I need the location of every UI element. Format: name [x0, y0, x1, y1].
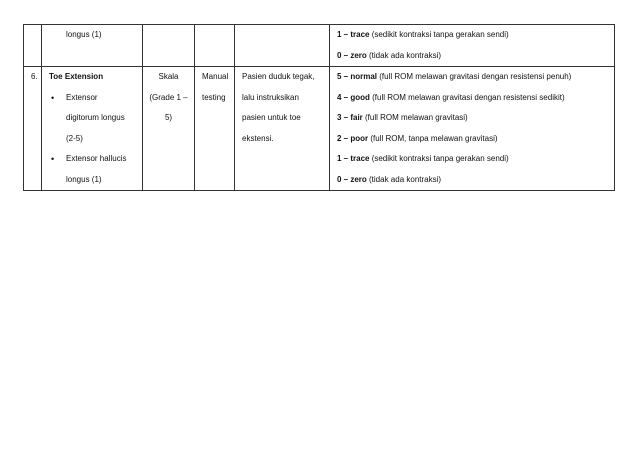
row-number: 6. — [31, 72, 38, 81]
grade-line: 1 – trace (sedikit kontraksi tanpa gerakan sendi) — [337, 30, 509, 39]
list-item: • Extensor hallucis — [49, 149, 142, 170]
position-line: lalu instruksikan — [242, 92, 299, 102]
cell-grades — [330, 67, 615, 191]
position-line: pasien untuk toe — [242, 113, 301, 122]
grade-line: 0 – zero (tidak ada kontraksi) — [337, 174, 442, 184]
position-line: ekstensi. — [242, 133, 274, 143]
cell-number — [24, 25, 42, 67]
grade-line: 4 – good (full ROM melawan gravitasi dengan resistensi sedikit) — [337, 92, 565, 102]
cell-grades — [330, 25, 615, 67]
assessment-table — [23, 24, 615, 191]
grade-line: 0 – zero (tidak ada kontraksi) — [337, 50, 442, 60]
grade-line: 3 – fair (full ROM melawan gravitasi) — [337, 113, 468, 122]
list-item-cont: (2-5) — [66, 133, 83, 143]
method-line: testing — [202, 92, 226, 102]
grade-line: 2 – poor (full ROM, tanpa melawan gravitasi) — [337, 133, 498, 143]
list-item-cont: digitorum longus — [66, 113, 125, 122]
table-row-continued — [24, 25, 615, 67]
item-text: longus (1) — [66, 30, 102, 39]
item-title: Toe Extension — [49, 72, 104, 81]
list-item: • Extensor — [49, 88, 142, 109]
cell-scale — [143, 25, 195, 67]
cell-position — [235, 25, 330, 67]
position-line: Pasien duduk tegak, — [242, 72, 315, 81]
cell-item — [42, 25, 143, 67]
cell-item — [42, 67, 143, 191]
bullet-icon: • — [51, 154, 55, 164]
cell-method — [195, 25, 235, 67]
cell-scale — [143, 67, 195, 191]
scale-line: (Grade 1 – — [149, 92, 188, 102]
bullet-icon: • — [51, 92, 55, 103]
grade-line: 5 – normal (full ROM melawan gravitasi dengan resistensi penuh) — [337, 72, 572, 81]
list-item-cont: longus (1) — [66, 174, 102, 184]
cell-method — [195, 67, 235, 191]
cell-position — [235, 67, 330, 191]
cell-number — [24, 67, 42, 191]
method-line: Manual — [202, 72, 229, 81]
scale-line: 5) — [164, 113, 173, 122]
scale-line: Skala — [158, 72, 179, 81]
table-row-6 — [24, 67, 615, 191]
grade-line: 1 – trace (sedikit kontraksi tanpa gerakan sendi) — [337, 154, 509, 163]
